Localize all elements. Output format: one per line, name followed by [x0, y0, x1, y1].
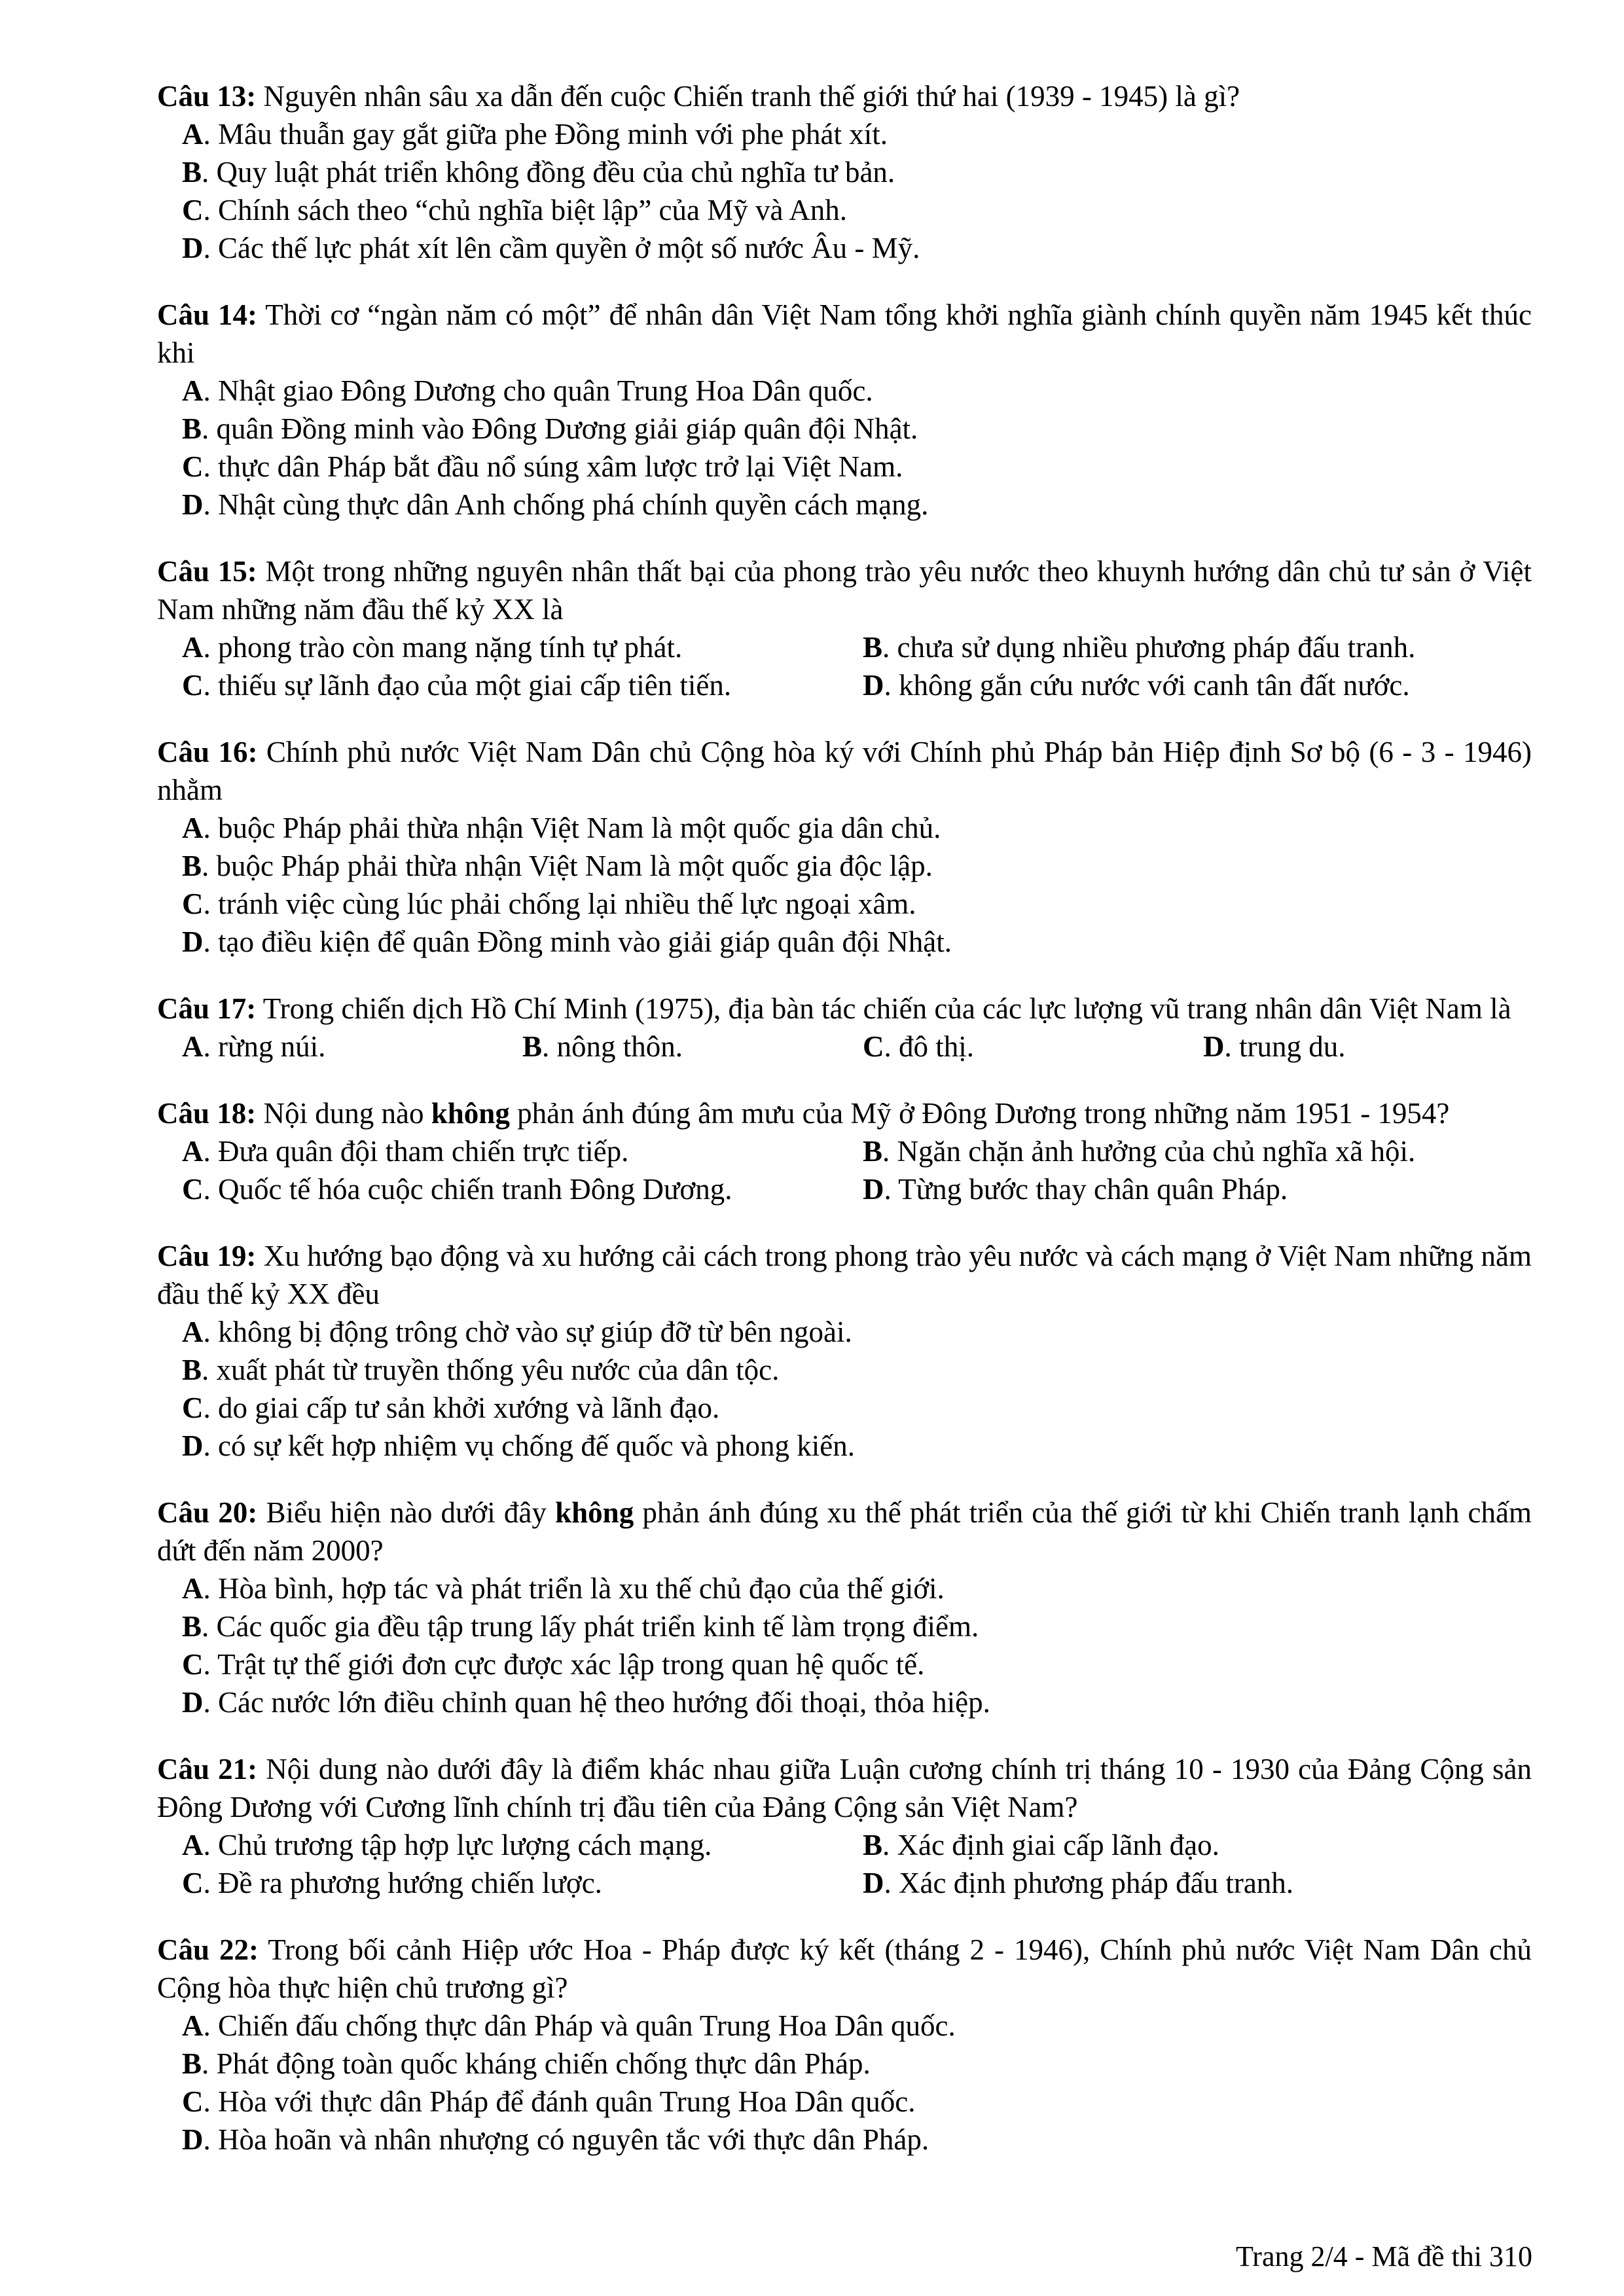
question-number: Câu 19:: [157, 1240, 257, 1272]
option-a: A. Hòa bình, hợp tác và phát triển là xu thế chủ đạo của thế giới.: [182, 1572, 945, 1605]
answer-options: [157, 2007, 1532, 2159]
question-text: Nội dung nào dưới đây là điểm khác nhau giữa Luận cương chính trị tháng 10 - 1930 của Đảng Cộng sản Đông Dương với Cương lĩnh chính trị đầu tiên của Đảng Cộng sản Việt Nam?: [157, 1753, 1532, 1823]
option-b: B. Ngăn chặn ảnh hưởng của chủ nghĩa xã hội.: [863, 1135, 1416, 1168]
question-stem: [157, 990, 1532, 1028]
question-14: [157, 296, 1532, 524]
answer-options: [157, 1313, 1532, 1465]
answer-options: [157, 628, 1532, 704]
question-stem: [157, 296, 1532, 372]
question-stem: [157, 1237, 1532, 1313]
question-stem: [157, 1750, 1532, 1826]
option-a: A. phong trào còn mang nặng tính tự phát.: [182, 631, 683, 664]
option-c: C. Đề ra phương hướng chiến lược.: [182, 1867, 602, 1899]
answer-options: [157, 372, 1532, 524]
option-d: D. trung du.: [1203, 1030, 1346, 1063]
option-c: C. tránh việc cùng lúc phải chống lại nhiều thế lực ngoại xâm.: [182, 888, 916, 920]
question-13: [157, 77, 1532, 267]
question-text: Nguyên nhân sâu xa dẫn đến cuộc Chiến tranh thế giới thứ hai (1939 - 1945) là gì?: [256, 80, 1240, 113]
emphasis-not: không: [431, 1097, 510, 1130]
answer-options: [157, 1570, 1532, 1721]
question-stem: [157, 733, 1532, 809]
question-number: Câu 18:: [157, 1097, 257, 1130]
option-a: A. Chiến đấu chống thực dân Pháp và quân Trung Hoa Dân quốc.: [182, 2009, 956, 2042]
option-d: D. Các thế lực phát xít lên cầm quyền ở một số nước Âu - Mỹ.: [182, 232, 920, 264]
option-c: C. Quốc tế hóa cuộc chiến tranh Đông Dương.: [182, 1173, 732, 1206]
question-text: Chính phủ nước Việt Nam Dân chủ Cộng hòa ký với Chính phủ Pháp bản Hiệp định Sơ bộ (6 - 3 - 1946) nhằm: [157, 736, 1532, 806]
question-text: Trong chiến dịch Hồ Chí Minh (1975), địa bàn tác chiến của các lực lượng vũ trang nhân dân Việt Nam là: [256, 992, 1511, 1025]
option-c: C. Trật tự thế giới đơn cực được xác lập trong quan hệ quốc tế.: [182, 1648, 925, 1681]
option-d: D. Hòa hoãn và nhân nhượng có nguyên tắc với thực dân Pháp.: [182, 2123, 929, 2156]
option-c: C. do giai cấp tư sản khởi xướng và lãnh đạo.: [182, 1391, 720, 1424]
question-number: Câu 22:: [157, 1933, 259, 1966]
question-19: [157, 1237, 1532, 1465]
question-20: [157, 1494, 1532, 1721]
option-b: B. Phát động toàn quốc kháng chiến chống thực dân Pháp.: [182, 2047, 871, 2080]
question-stem: [157, 1931, 1532, 2007]
option-b: B. Các quốc gia đều tập trung lấy phát triển kinh tế làm trọng điểm.: [182, 1610, 979, 1643]
option-b: B. buộc Pháp phải thừa nhận Việt Nam là một quốc gia độc lập.: [182, 850, 933, 882]
question-21: [157, 1750, 1532, 1902]
option-b: B. quân Đồng minh vào Đông Dương giải giáp quân đội Nhật.: [182, 412, 918, 445]
emphasis-not: không: [555, 1496, 634, 1529]
option-c: C. Hòa với thực dân Pháp để đánh quân Trung Hoa Dân quốc.: [182, 2085, 916, 2118]
question-15: [157, 552, 1532, 704]
question-stem: [157, 552, 1532, 628]
exam-page: [157, 77, 1532, 2187]
option-a: A. Mâu thuẫn gay gắt giữa phe Đồng minh với phe phát xít.: [182, 118, 888, 151]
question-18: [157, 1094, 1532, 1208]
page-footer: Trang 2/4 - Mã đề thi 310: [1235, 2240, 1532, 2272]
option-b: B. xuất phát từ truyền thống yêu nước của dân tộc.: [182, 1354, 780, 1386]
question-22: [157, 1931, 1532, 2159]
question-text: Trong bối cảnh Hiệp ước Hoa - Pháp được ký kết (tháng 2 - 1946), Chính phủ nước Việt Nam Dân chủ Cộng hòa thực hiện chủ trương gì?: [157, 1933, 1532, 2004]
option-c: C. Chính sách theo “chủ nghĩa biệt lập” của Mỹ và Anh.: [182, 194, 847, 226]
option-d: D. có sự kết hợp nhiệm vụ chống đế quốc và phong kiến.: [182, 1429, 855, 1462]
question-text: Một trong những nguyên nhân thất bại của phong trào yêu nước theo khuynh hướng dân chủ tư sản ở Việt Nam những năm đầu thế kỷ XX là: [157, 555, 1532, 626]
answer-options: [157, 809, 1532, 961]
option-d: D. Các nước lớn điều chỉnh quan hệ theo hướng đối thoại, thỏa hiệp.: [182, 1686, 990, 1719]
answer-options: [157, 1826, 1532, 1902]
option-d: D. không gắn cứu nước với canh tân đất nước.: [863, 669, 1410, 702]
question-number: Câu 14:: [157, 298, 258, 331]
question-number: Câu 15:: [157, 555, 257, 588]
option-c: C. thực dân Pháp bắt đầu nổ súng xâm lược trở lại Việt Nam.: [182, 450, 903, 483]
answer-options: [157, 1132, 1532, 1208]
question-stem: Câu 20: Biểu hiện nào dưới đây không phản ánh đúng xu thế phát triển của thế giới từ khi Chiến tranh lạnh chấm dứt đến năm 2000?: [157, 1496, 1532, 1567]
question-number: Câu 20:: [157, 1496, 258, 1529]
option-b: B. nông thôn.: [522, 1030, 683, 1063]
question-17: [157, 990, 1532, 1066]
option-a: A. Đưa quân đội tham chiến trực tiếp.: [182, 1135, 629, 1168]
question-stem: Câu 18: Nội dung nào không phản ánh đúng âm mưu của Mỹ ở Đông Dương trong những năm 1951 - 1954?: [157, 1097, 1450, 1130]
question-number: Câu 13:: [157, 80, 257, 113]
option-b: B. Quy luật phát triển không đồng đều của chủ nghĩa tư bản.: [182, 156, 895, 188]
option-d: D. Nhật cùng thực dân Anh chống phá chính quyền cách mạng.: [182, 488, 929, 521]
question-number: Câu 17:: [157, 992, 257, 1025]
question-number: Câu 21:: [157, 1753, 258, 1785]
option-b: B. chưa sử dụng nhiều phương pháp đấu tranh.: [863, 631, 1416, 664]
option-d: D. tạo điều kiện để quân Đồng minh vào giải giáp quân đội Nhật.: [182, 925, 952, 958]
option-b: B. Xác định giai cấp lãnh đạo.: [863, 1829, 1219, 1861]
answer-options: [157, 115, 1532, 267]
option-c: C. đô thị.: [863, 1030, 975, 1063]
question-text: Thời cơ “ngàn năm có một” để nhân dân Việt Nam tổng khởi nghĩa giành chính quyền năm 1945 kết thúc khi: [157, 298, 1532, 369]
option-a: A. Chủ trương tập hợp lực lượng cách mạng.: [182, 1829, 712, 1861]
question-16: [157, 733, 1532, 961]
option-a: A. buộc Pháp phải thừa nhận Việt Nam là một quốc gia dân chủ.: [182, 812, 941, 844]
answer-options: [157, 1028, 1532, 1066]
option-d: D. Từng bước thay chân quân Pháp.: [863, 1173, 1288, 1206]
question-stem: [157, 77, 1532, 115]
question-number: Câu 16:: [157, 736, 258, 768]
option-a: A. không bị động trông chờ vào sự giúp đỡ từ bên ngoài.: [182, 1316, 852, 1348]
option-a: A. Nhật giao Đông Dương cho quân Trung Hoa Dân quốc.: [182, 374, 873, 407]
option-d: D. Xác định phương pháp đấu tranh.: [863, 1867, 1294, 1899]
option-a: A. rừng núi.: [182, 1030, 326, 1063]
option-c: C. thiếu sự lãnh đạo của một giai cấp tiên tiến.: [182, 669, 732, 702]
question-text: Xu hướng bạo động và xu hướng cải cách trong phong trào yêu nước và cách mạng ở Việt Nam những năm đầu thế kỷ XX đều: [157, 1240, 1532, 1310]
